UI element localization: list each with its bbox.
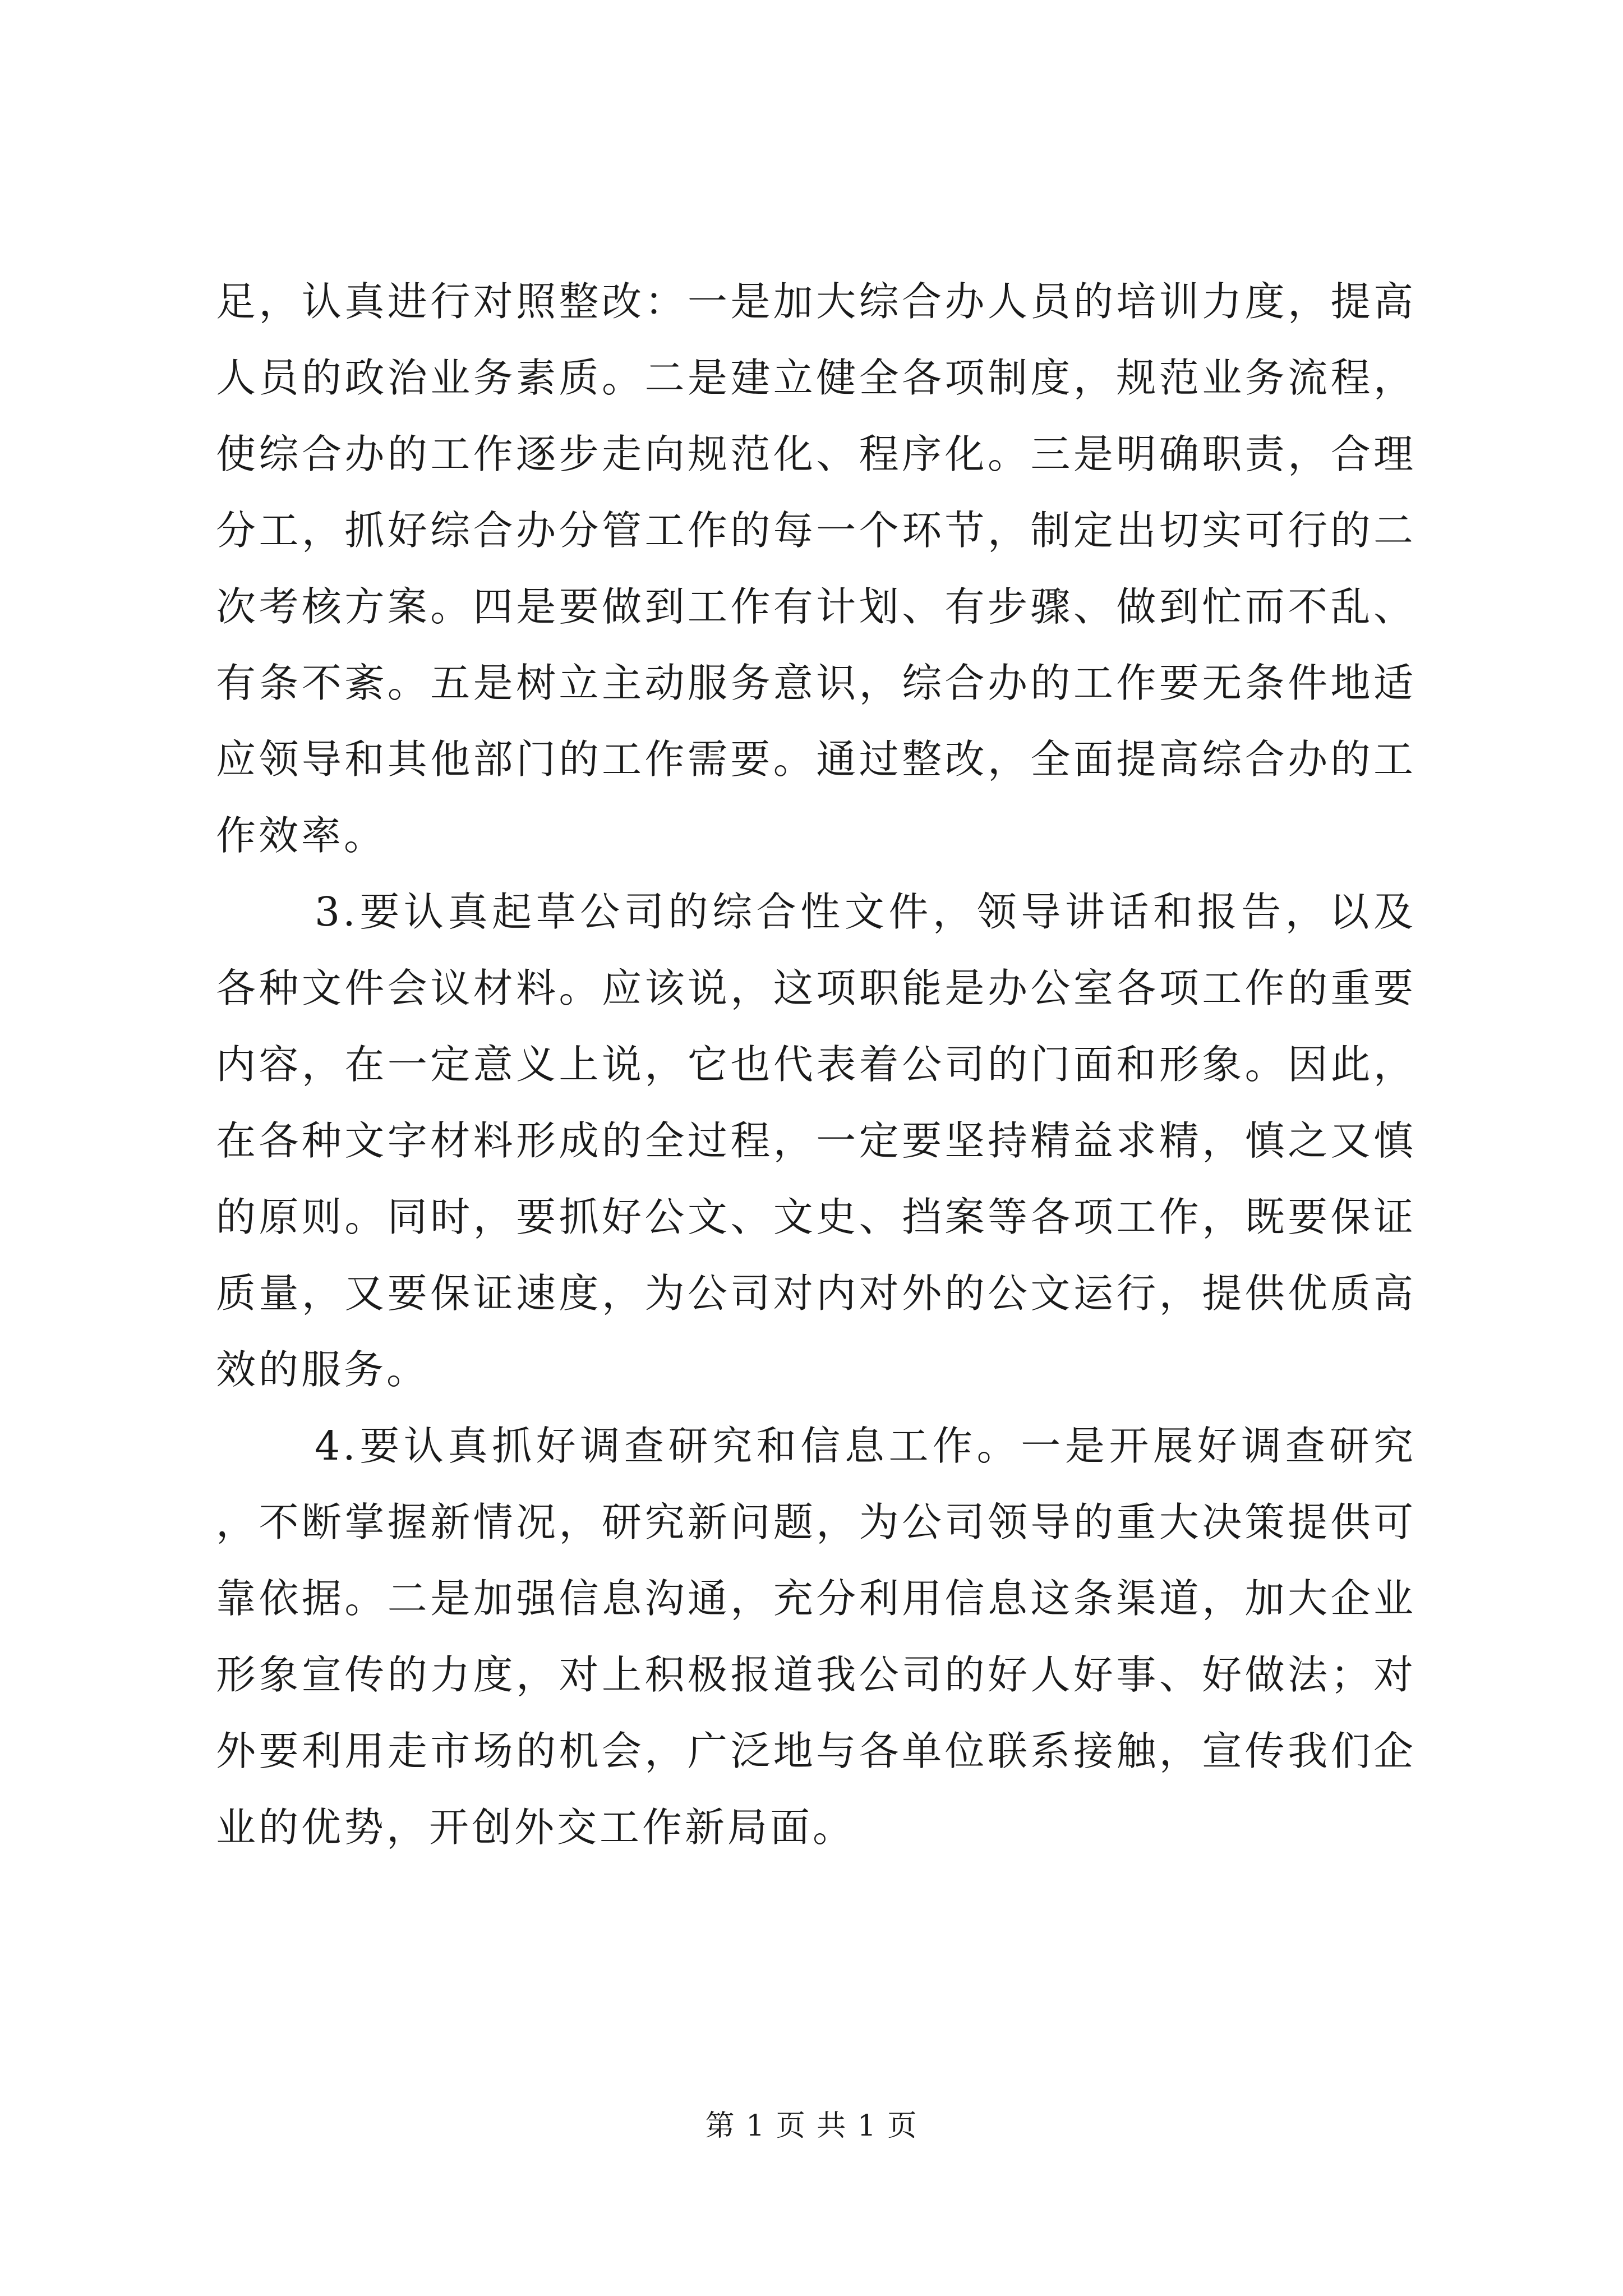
paragraph-item-4: 4.要认真抓好调查研究和信息工作。一是开展好调查研究，不断掌握新情况，研究新问题，为公司领导的重大决策提供可靠依据。二是加强信息沟通，充分利用信息这条渠道，加大企业形象宣传的力度，对上积极报道我公司的好人好事、好做法；对外要利用走市场的机会，广泛地与各单位联系接触，宣传我们企业的优势，开创外交工作新局面。 xyxy=(216,1423,1416,1851)
paragraph-continuation: 足，认真进行对照整改：一是加大综合办人员的培训力度，提高人员的政治业务素质。二是建立健全各项制度，规范业务流程，使综合办的工作逐步走向规范化、程序化。三是明确职责，合理分工，抓好综合办分管工作的每一个环节，制定出切实可行的二次考核方案。四是要做到工作有计划、有步骤、做到忙而不乱、有条不紊。五是树立主动服务意识，综合办的工作要无条件地适应领导和其他部门的工作需要。通过整改，全面提高综合办的工作效率。 xyxy=(216,278,1416,859)
page-footer: 第 1 页 共 1 页 xyxy=(705,2109,918,2143)
document-body xyxy=(216,264,1416,1866)
paragraph-item-3: 3.要认真起草公司的综合性文件，领导讲话和报告，以及各种文件会议材料。应该说，这项职能是办公室各项工作的重要内容，在一定意义上说，它也代表着公司的门面和形象。因此，在各种文字材料形成的全过程，一定要坚持精益求精，慎之又慎的原则。同时，要抓好公文、文史、挡案等各项工作，既要保证质量，又要保证速度，为公司对内对外的公文运行，提供优质高效的服务。 xyxy=(216,889,1416,1393)
